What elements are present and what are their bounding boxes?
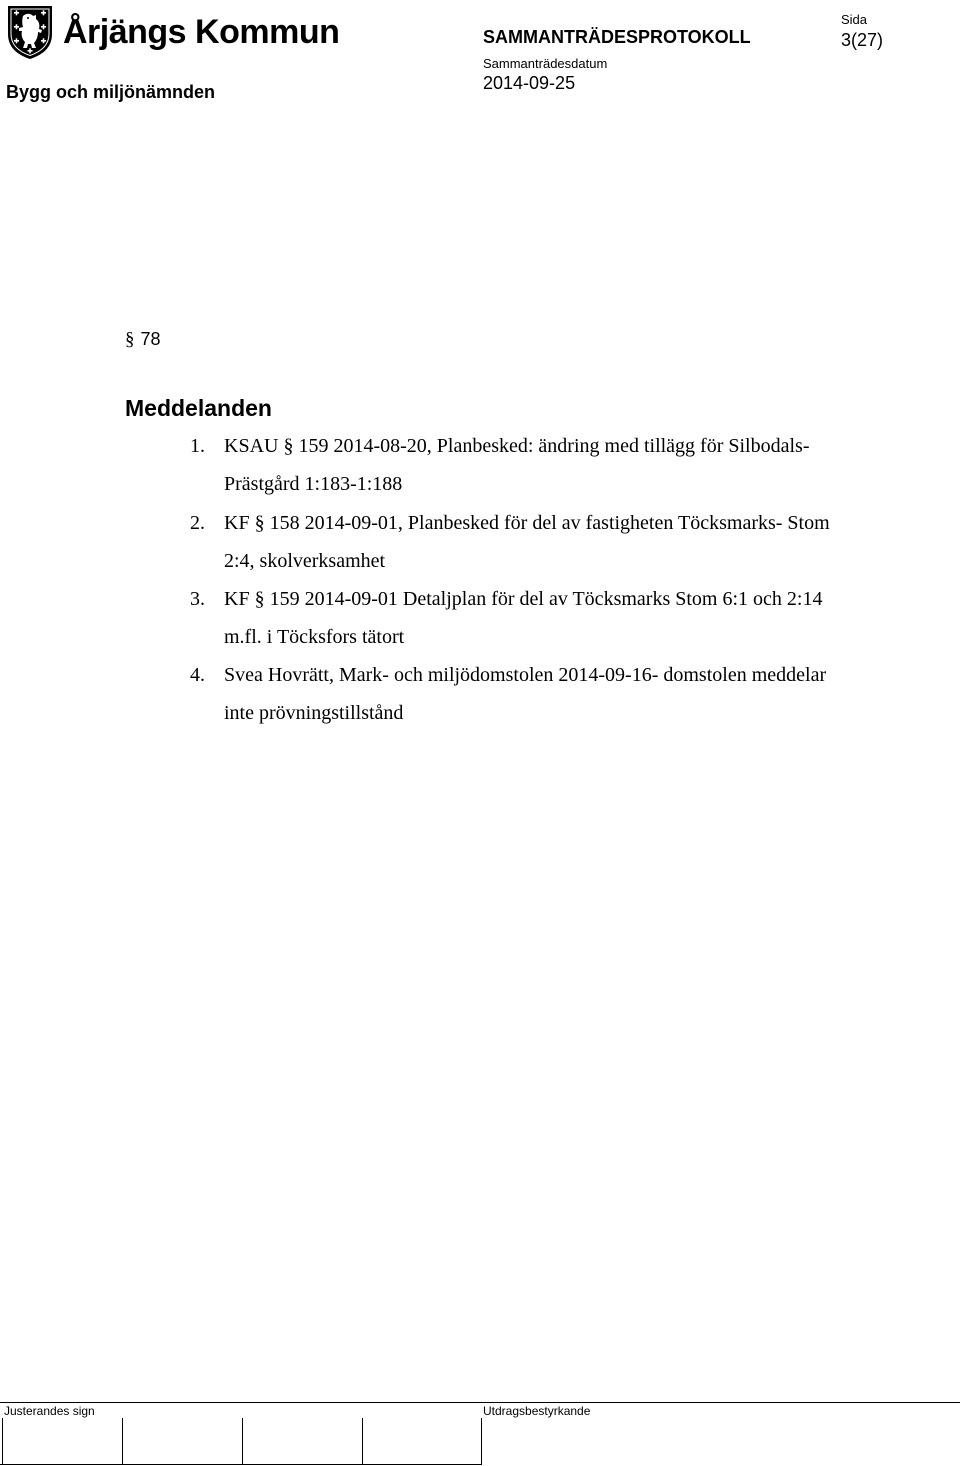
signature-label: Justerandes sign — [4, 1404, 95, 1418]
list-item — [190, 656, 830, 732]
section-number-value: 78 — [140, 329, 161, 349]
list-item-number: 2. — [190, 512, 205, 534]
document-type: SAMMANTRÄDESPROTOKOLL — [483, 27, 751, 47]
meeting-date-label: Sammanträdesdatum — [483, 56, 608, 71]
signature-box-divider — [362, 1418, 363, 1464]
committee-name: Bygg och miljönämnden — [6, 82, 216, 102]
section-number — [125, 327, 161, 352]
list-item-text: KSAU § 159 2014-08-20, Planbesked: ändring med tillägg för Silbodals- Prästgård 1:183-1:188 — [224, 435, 810, 495]
list-item — [190, 580, 830, 656]
section-title: Meddelanden — [125, 395, 272, 421]
list-item — [190, 427, 830, 503]
page-number: 3(27) — [841, 30, 884, 50]
signature-box-divider — [481, 1418, 482, 1464]
organization-name: Årjängs Kommun — [63, 13, 340, 51]
list-item-text: KF § 158 2014-09-01, Planbesked för del av fastigheten Töcksmarks- Stom 2:4, skolverksamhet — [224, 512, 830, 572]
footer-divider — [0, 1402, 960, 1403]
municipal-coat-of-arms-icon — [6, 4, 54, 60]
list-item-number: 1. — [190, 435, 205, 457]
signature-box-bottom — [0, 1464, 482, 1465]
certification-label: Utdragsbestyrkande — [483, 1404, 591, 1418]
page-label: Sida — [841, 12, 868, 27]
list-item-number: 3. — [190, 588, 205, 610]
signature-box-divider — [2, 1418, 3, 1464]
signature-box-divider — [242, 1418, 243, 1464]
list-item-text: Svea Hovrätt, Mark- och miljödomstolen 2014-09-16- domstolen meddelar inte prövningstillstånd — [224, 664, 827, 724]
list-item-number: 4. — [190, 664, 205, 686]
meeting-date-value: 2014-09-25 — [483, 73, 576, 93]
signature-box-divider — [122, 1418, 123, 1464]
list-item-text: KF § 159 2014-09-01 Detaljplan för del av Töcksmarks Stom 6:1 och 2:14 m.fl. i Töcksfors tätort — [224, 588, 823, 648]
paragraph-symbol: § — [125, 329, 135, 350]
list-item — [190, 504, 830, 580]
